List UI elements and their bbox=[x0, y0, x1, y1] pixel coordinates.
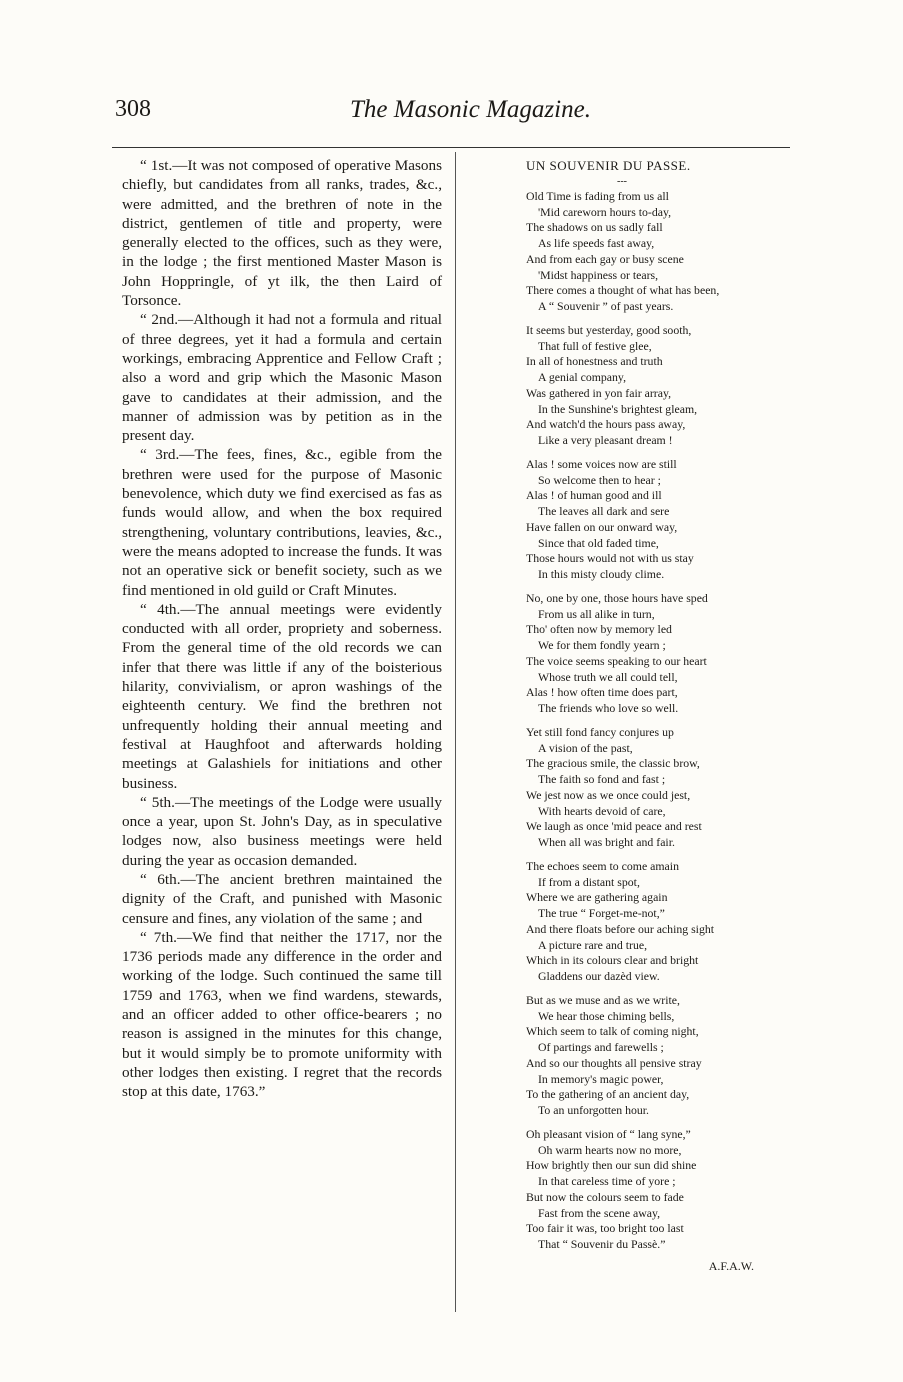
poem-line: There comes a thought of what has been, bbox=[526, 283, 720, 298]
paragraph-4th: “ 4th.—The annual meetings were evidently conducted with all order, propriety and soberness. From the general time of the old records we can infer that there was little if any of the boisterious hilarity, convivialism, or apron washings of the eighteenth century. We find the brethren not unfrequently holding their annual meeting and festival at Haughfoot and afterwards holding meetings at Galashiels for initiations and other business. bbox=[122, 600, 442, 792]
poem-line: From us all alike in turn, bbox=[538, 606, 655, 621]
poem-line: Alas ! some voices now are still bbox=[526, 456, 677, 471]
poem-line: The shadows on us sadly fall bbox=[526, 220, 663, 235]
poem-line: How brightly then our sun did shine bbox=[526, 1158, 697, 1173]
page-number: 308 bbox=[115, 96, 151, 122]
poem-stanza bbox=[512, 323, 792, 449]
poem-line: Where we are gathering again bbox=[526, 890, 668, 905]
poem-line: In that careless time of yore ; bbox=[538, 1174, 676, 1188]
poem-line: And there floats before our aching sight bbox=[526, 921, 715, 936]
poem-line: As life speeds fast away, bbox=[538, 236, 655, 250]
poem-stanza bbox=[512, 1127, 792, 1253]
poem-line: Oh pleasant vision of “ lang syne,” bbox=[526, 1126, 691, 1141]
paragraph-1st: “ 1st.—It was not composed of operative Masons chiefly, but candidates from all ranks, trades, &c., were admitted, and the brethren of note in the district, gentlemen of title and property, were generally elected to the offices, such as they were, in the lodge ; the first mentioned Master Mason is John Hoppringle, of yt ilk, the then Laird of Torsonce. bbox=[122, 157, 442, 310]
column-divider bbox=[455, 152, 456, 1312]
paragraph-7th: “ 7th.—We find that neither the 1717, nor the 1736 periods made any difference in the order and working of the lodge. Such continued the same till 1759 and 1763, when we find wardens, stewards, and an officer added to other office-bearers ; no reason is assigned in the minutes for this change, but it would simply be to promote uniformity with other lodges then existing. I regret that the records stop at this date, 1763.” bbox=[122, 928, 442, 1101]
poem-line: No, one by one, those hours have sped bbox=[526, 590, 708, 605]
poem-line: A genial company, bbox=[538, 370, 627, 384]
poem-line: The friends who love so well. bbox=[538, 701, 679, 715]
poem-line: But as we muse and as we write, bbox=[526, 992, 680, 1007]
running-title: The Masonic Magazine. bbox=[350, 96, 591, 123]
poem-line: We jest now as we once could jest, bbox=[526, 787, 691, 802]
poem-line: The true “ Forget-me-not,” bbox=[538, 906, 665, 920]
poem-line: When all was bright and fair. bbox=[538, 835, 675, 849]
article-column bbox=[122, 156, 442, 1102]
poem-line: In all of honestness and truth bbox=[526, 354, 663, 369]
poem-line: But now the colours seem to fade bbox=[526, 1189, 684, 1204]
poem-stanza bbox=[512, 993, 792, 1119]
poem-signature: A.F.A.W. bbox=[708, 1258, 754, 1273]
title-ornament: --- bbox=[617, 175, 627, 187]
poem-line: Alas ! of human good and ill bbox=[526, 488, 662, 503]
poem-line: 'Midst happiness or tears, bbox=[538, 267, 659, 282]
poem-line: With hearts devoid of care, bbox=[538, 803, 666, 818]
poem-stanza bbox=[512, 859, 792, 985]
poem-line: The leaves all dark and sere bbox=[538, 504, 670, 518]
poem-stanza bbox=[512, 189, 792, 315]
poem-line: In memory's magic power, bbox=[538, 1071, 664, 1086]
poem-line: Old Time is fading from us all bbox=[526, 188, 669, 203]
poem-line: And so our thoughts all pensive stray bbox=[526, 1055, 702, 1070]
poem-stanza bbox=[512, 591, 792, 717]
poem-line: A “ Souvenir ” of past years. bbox=[538, 299, 674, 313]
poem-line: That full of festive glee, bbox=[538, 338, 652, 353]
poem-line: Oh warm hearts now no more, bbox=[538, 1142, 682, 1157]
poem-line: Yet still fond fancy conjures up bbox=[526, 724, 674, 739]
paragraph-2nd: “ 2nd.—Although it had not a formula and ritual of three degrees, yet it had a formula and certain workings, embracing Apprentice and Fellow Craft ; also a word and grip which the Masonic Mason gave to candidates at their admission, and the manner of admission was by petition as in the present day. bbox=[122, 311, 442, 445]
poem-line: We laugh as once 'mid peace and rest bbox=[526, 819, 702, 834]
poem-line: The faith so fond and fast ; bbox=[538, 772, 666, 786]
poem-line: We hear those chiming bells, bbox=[538, 1008, 675, 1023]
poem-line: And from each gay or busy scene bbox=[526, 251, 684, 266]
poem-line: The voice seems speaking to our heart bbox=[526, 653, 707, 668]
poem-line: Have fallen on our onward way, bbox=[526, 519, 678, 534]
poem-line: To an unforgotten hour. bbox=[538, 1103, 650, 1117]
poem-line: That “ Souvenir du Passè.” bbox=[538, 1237, 666, 1251]
poem-line: To the gathering of an ancient day, bbox=[526, 1087, 690, 1102]
poem-line: 'Mid careworn hours to-day, bbox=[538, 204, 672, 219]
poem-line: A picture rare and true, bbox=[538, 937, 648, 952]
poem-line: A vision of the past, bbox=[538, 740, 633, 755]
paragraph-5th: “ 5th.—The meetings of the Lodge were usually once a year, upon St. John's Day, as in speculative lodges now, also business meetings were held during the year as occasion demanded. bbox=[122, 793, 442, 869]
paragraph-6th: “ 6th.—The ancient brethren maintained the dignity of the Craft, and punished with Masonic censure and fines, any violation of the same ; and bbox=[122, 870, 442, 927]
poem-line: So welcome then to hear ; bbox=[538, 472, 661, 487]
poem-line: The echoes seem to come amain bbox=[526, 858, 679, 873]
poem-line: Those hours would not with us stay bbox=[526, 551, 694, 566]
poem-line: Was gathered in yon fair array, bbox=[526, 385, 672, 400]
page-header bbox=[115, 96, 795, 136]
paragraph-3rd: “ 3rd.—The fees, fines, &c., egible from the brethren were used for the purpose of Masonic benevolence, which duty we find exercised as fas as funds would allow, and when the box required strengthening, voluntary contributions, leavies, &c., were the means adopted to increase the funds. It was not an operative sick or benefit society, such as we find mentioned in old guild or Craft Minutes. bbox=[122, 446, 442, 599]
poem-line: Tho' often now by memory led bbox=[526, 622, 672, 637]
poem-line: It seems but yesterday, good sooth, bbox=[526, 322, 692, 337]
poem-line: Gladdens our dazèd view. bbox=[538, 969, 660, 983]
poem-line: Alas ! how often time does part, bbox=[526, 685, 678, 700]
poem-line: Of partings and farewells ; bbox=[538, 1040, 664, 1054]
poem-line: In the Sunshine's brightest gleam, bbox=[538, 401, 698, 416]
poem-stanza bbox=[512, 457, 792, 583]
poem-title: UN SOUVENIR DU PASSE. bbox=[526, 158, 691, 173]
poem-line: Which in its colours clear and bright bbox=[526, 953, 699, 968]
poem-line: Too fair it was, too bright too last bbox=[526, 1221, 684, 1236]
poem-line: If from a distant spot, bbox=[538, 874, 640, 889]
poem-line: Whose truth we all could tell, bbox=[538, 669, 678, 684]
header-rule bbox=[112, 147, 790, 148]
poem-line: Like a very pleasant dream ! bbox=[538, 433, 673, 447]
poem-stanza bbox=[512, 725, 792, 851]
poem-line: The gracious smile, the classic brow, bbox=[526, 756, 700, 771]
poem-column bbox=[512, 158, 792, 1275]
poem-stanzas bbox=[512, 189, 792, 1253]
poem-line: Fast from the scene away, bbox=[538, 1205, 661, 1220]
poem-line: And watch'd the hours pass away, bbox=[526, 417, 686, 432]
poem-line: We for them fondly yearn ; bbox=[538, 638, 666, 652]
poem-line: Which seem to talk of coming night, bbox=[526, 1024, 699, 1039]
poem-line: Since that old faded time, bbox=[538, 535, 659, 550]
poem-line: In this misty cloudy clime. bbox=[538, 567, 665, 581]
